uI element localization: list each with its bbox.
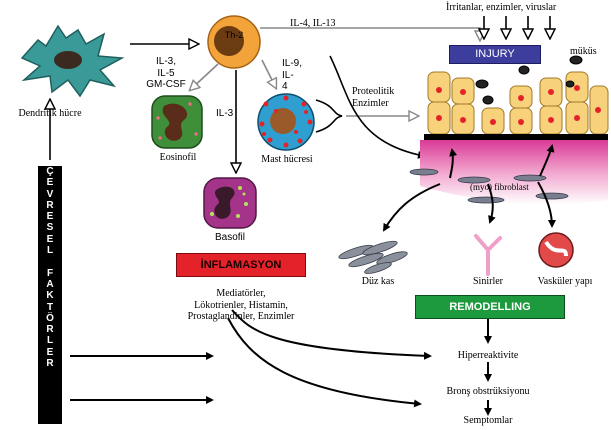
myofibroblast-label: (myo) fibroblast (470, 182, 529, 192)
vascular-structure (539, 233, 573, 267)
prostaglandins-line: Prostaglandinler, Enzimler (187, 311, 295, 322)
remodelling-box: REMODELLING (415, 295, 565, 319)
vertical-bar-letter: V (46, 188, 54, 200)
inflammation-box: İNFLAMASYON (176, 253, 306, 277)
vertical-bar-letter: L (46, 335, 54, 347)
mucus-label: müküs (570, 46, 597, 57)
smooth-muscle (338, 239, 409, 276)
il5-line: IL-5 (157, 67, 175, 79)
environmental-factors-bar (38, 166, 62, 424)
vertical-bar-letter: E (46, 233, 54, 245)
vertical-bar-letter: F (46, 267, 54, 279)
mediators-line: Mediatörler, (216, 288, 266, 299)
eosinophil-cell (152, 96, 202, 148)
vertical-bar-letter: A (46, 278, 54, 290)
leukotrienes-line: Lökotrienler, Histamin, (194, 299, 288, 311)
outcome-arrows (70, 310, 488, 414)
symptoms-label: Semptomlar (463, 415, 513, 426)
basophil-cell (204, 178, 256, 228)
irritant-arrows (484, 16, 550, 38)
vertical-bar-letter: R (46, 358, 54, 370)
th2-label: Th-2 (224, 30, 244, 40)
vertical-bar-letter: T (46, 301, 54, 313)
four-line: 4 (282, 81, 288, 92)
nerve-structure (476, 236, 500, 274)
bronchial-obstruction-label: Bronş obstrüksiyonu (446, 386, 530, 397)
hyperreactivity-label: Hiperreaktivite (457, 350, 519, 361)
il4-il13-label: IL-4, IL-13 (290, 18, 336, 29)
enzymes-line: Enzimler (352, 97, 389, 109)
vertical-bar-letter: Ö (46, 312, 54, 324)
vertical-bar-letter: E (46, 211, 54, 223)
injury-box: INJURY (449, 45, 541, 64)
vertical-bar-letter: E (46, 346, 54, 358)
vertical-bar-letter: E (46, 177, 54, 189)
cell-arrows (50, 28, 480, 172)
vertical-bar-letter: K (46, 290, 54, 302)
vertical-bar-letter: Ç (46, 166, 54, 177)
dendritic-cell (22, 26, 122, 96)
mediators-label (156, 288, 326, 323)
dendritic-cell-label: Dendritik hücre (18, 108, 82, 119)
il9-line: IL-9, (282, 58, 303, 69)
gmcsf-line: GM-CSF (146, 79, 186, 90)
mast-cell-label: Mast hücresi (261, 154, 313, 165)
th2-cell (208, 16, 260, 68)
vertical-bar-letter: R (46, 199, 54, 211)
eosinophil-label: Eosinofil (159, 152, 197, 163)
basophil-label: Basofil (214, 232, 245, 243)
il3-label: IL-3 (216, 108, 234, 119)
vertical-bar-letter: L (46, 245, 54, 257)
vertical-bar-letter: R (46, 324, 54, 336)
vertical-bar-letter (38, 256, 62, 267)
irritants-label: İrritanlar, enzimler, viruslar (446, 2, 557, 13)
nerves-label: Sinirler (473, 276, 503, 287)
il3-line: IL-3, (155, 56, 176, 67)
mast-cell (258, 94, 314, 150)
proteolytic-line: Proteolitik (352, 86, 395, 97)
il-line: IL- (282, 69, 294, 81)
vertical-bar-letter: S (46, 222, 54, 234)
il9-il4-label (282, 58, 302, 93)
vascular-structure-label: Vasküler yapı (537, 276, 593, 287)
il3-il5-gmcsf-label (136, 56, 196, 91)
smooth-muscle-label: Düz kas (361, 276, 395, 287)
proteolytic-enzymes-label (352, 86, 394, 109)
